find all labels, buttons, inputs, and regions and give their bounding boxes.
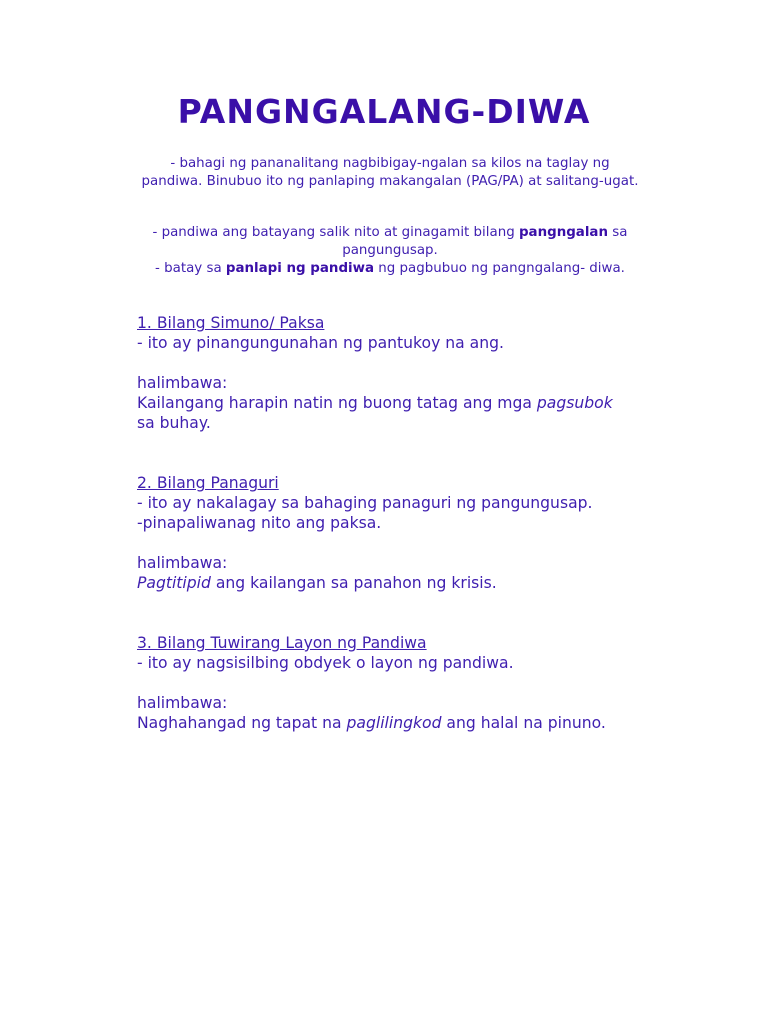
intro-usage-text-end: sa pangungusap. [342,225,628,258]
example-label: halimbawa: [137,374,228,392]
example-text-end: ang halal na pinuno. [441,714,606,732]
example-sentence [137,393,697,413]
section-description-2: -pinapaliwanag nito ang paksa. [137,514,382,532]
example-label: halimbawa: [137,694,228,712]
section-heading: 3. Bilang Tuwirang Layon ng Pandiwa [137,634,427,652]
intro-usage [140,224,640,260]
intro-usage-text: - pandiwa ang batayang salik nito at ginagamit bilang [152,225,519,240]
example-label: halimbawa: [137,554,228,572]
section-heading: 1. Bilang Simuno/ Paksa [137,314,325,332]
intro-basis-text-end: ng pagbubuo ng pangngalang- diwa. [374,261,625,276]
intro-basis-bold: panlapi ng pandiwa [225,261,375,276]
section-tuwirang-layon [137,633,697,733]
section-simuno [137,313,697,433]
example-sentence [137,573,697,593]
example-text: Kailangang harapin natin ng buong tatag ang mga [137,394,537,412]
example-italic: paglilingkod [346,714,442,732]
example-text: Naghahangad ng tapat na [137,714,347,732]
example-italic: Pagtitipid [137,574,211,592]
example-sentence [137,713,697,733]
page-title: PANGNGALANG-DIWA [177,92,591,131]
intro-definition: - bahagi ng pananalitang nagbibigay-ngalan sa kilos na taglay ng pandiwa. Binubuo ito ng panlaping makangalan (PAG/PA) at salitang-ugat. [141,156,639,189]
section-heading: 2. Bilang Panaguri [137,474,279,492]
intro-basis-text: - batay sa [155,261,226,276]
intro-usage-bold: pangngalan [518,225,609,240]
example-sentence-continued: sa buhay. [137,414,211,432]
section-description: - ito ay nagsisilbing obdyek o layon ng pandiwa. [137,654,514,672]
example-text: ang kailangan sa panahon ng krisis. [210,574,497,592]
example-italic: pagsubok [536,394,613,412]
section-panaguri [137,473,697,593]
section-description: - ito ay pinangungunahan ng pantukoy na ang. [137,334,504,352]
intro-basis [140,260,640,278]
section-description: - ito ay nakalagay sa bahaging panaguri ng pangungusap. [137,494,593,512]
